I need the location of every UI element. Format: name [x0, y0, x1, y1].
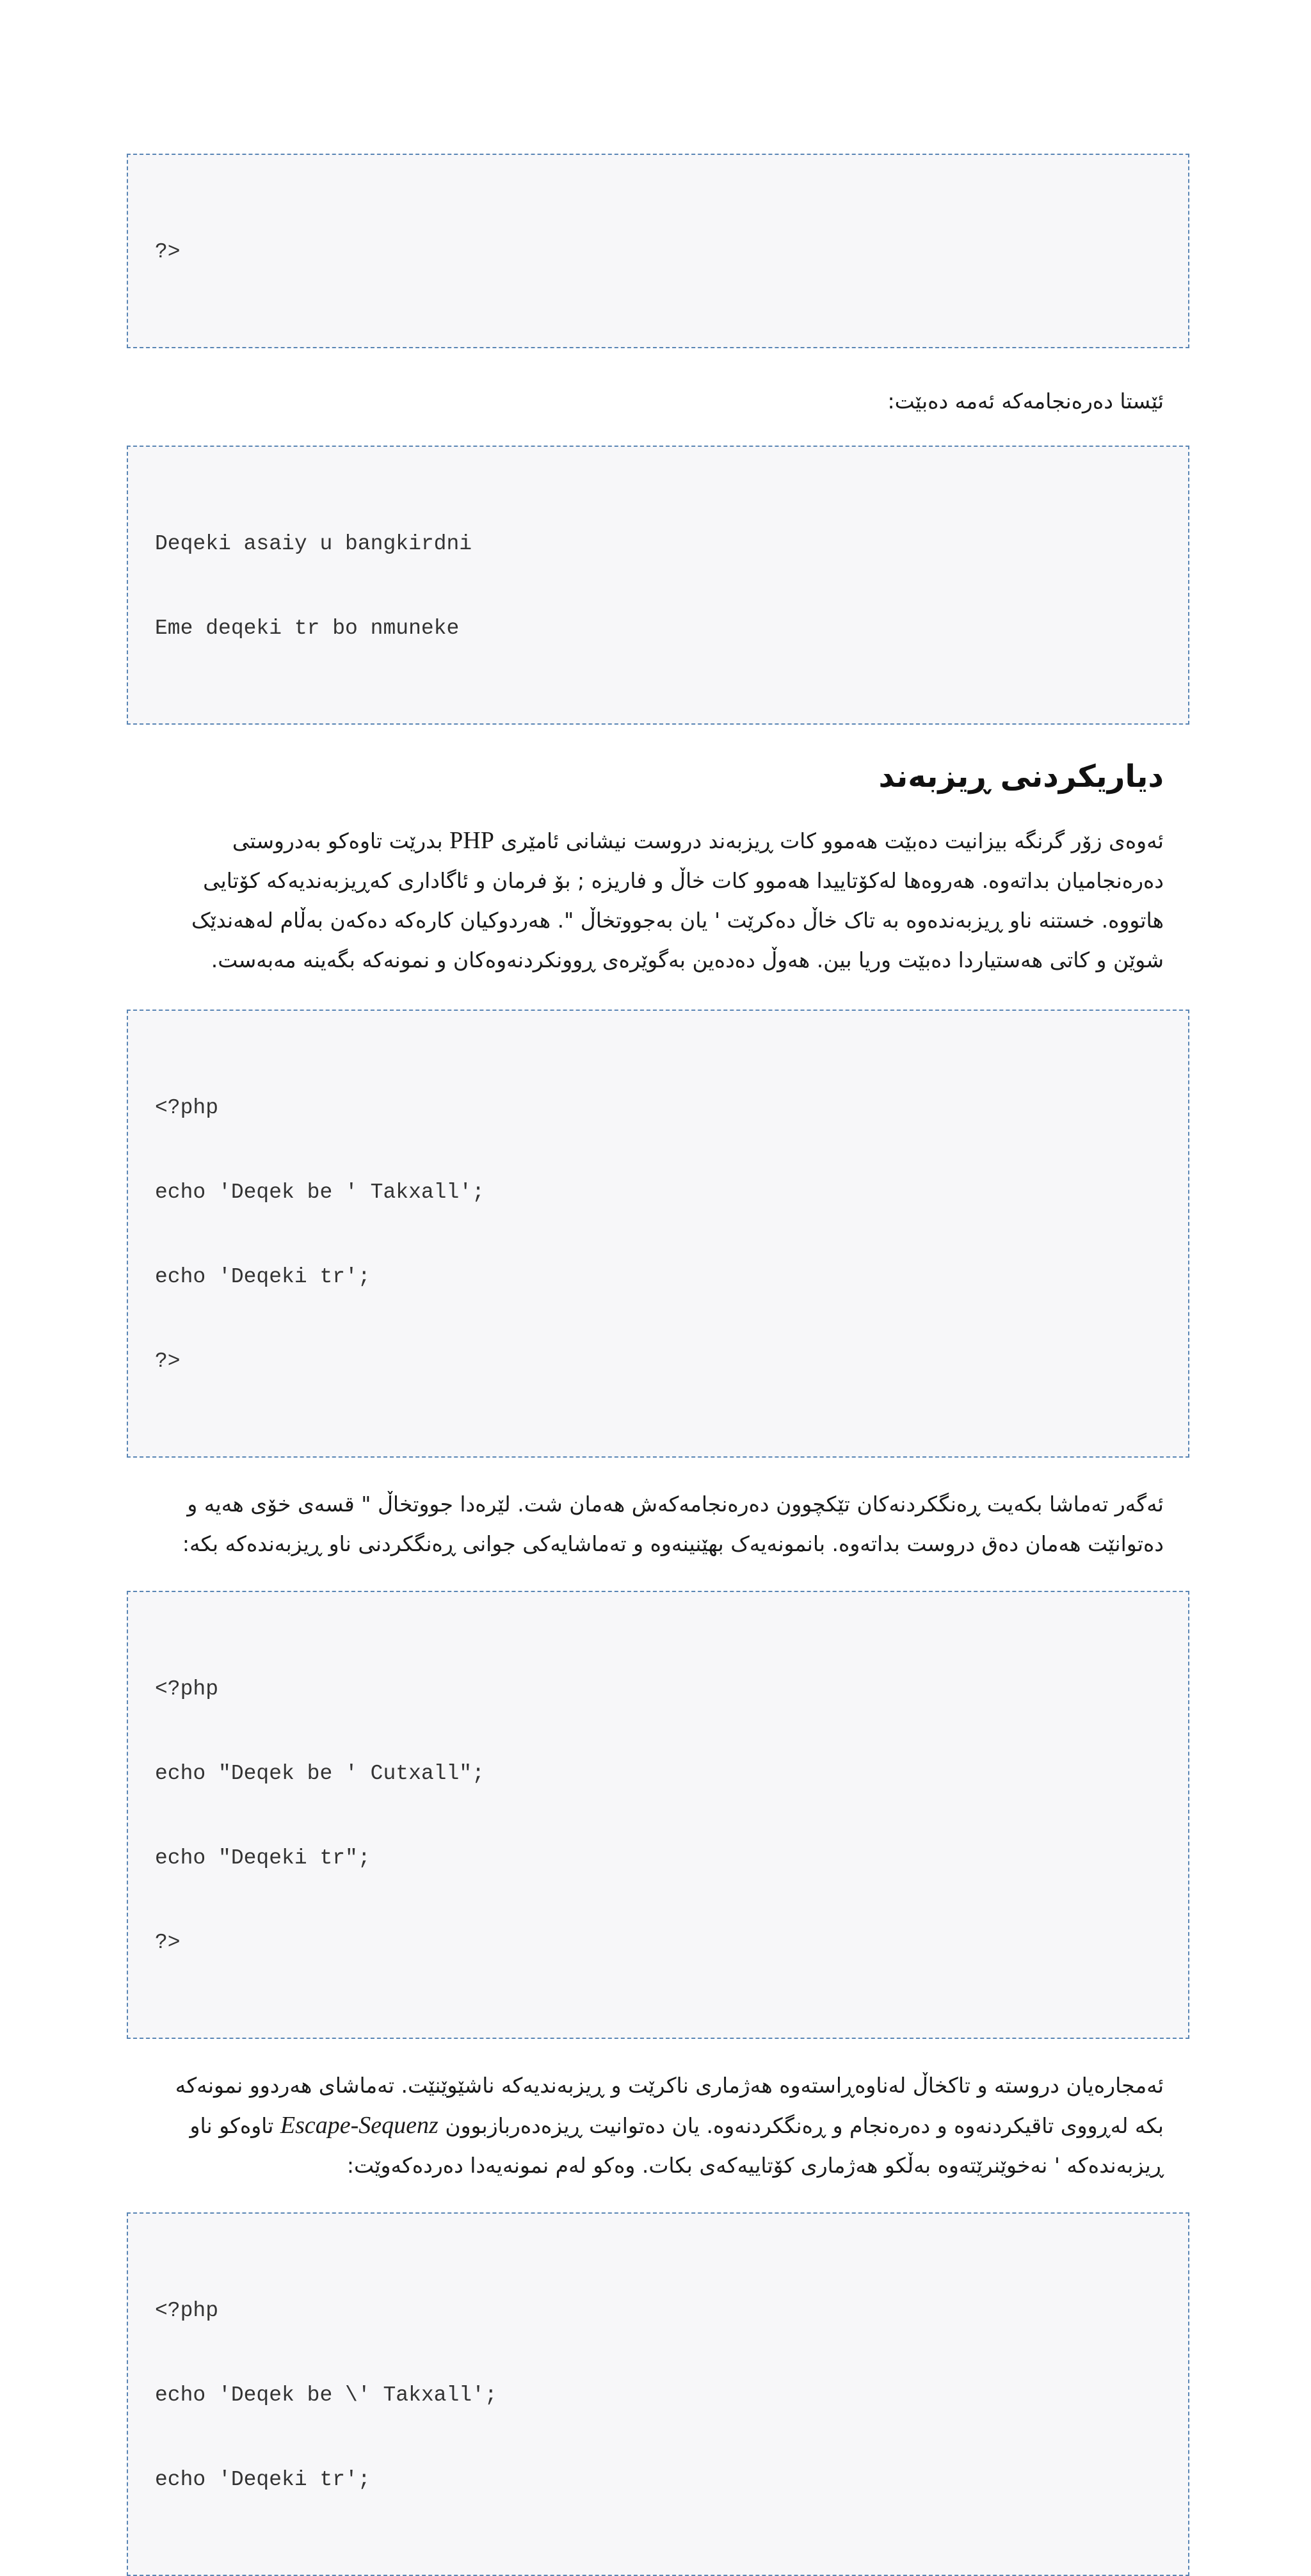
code-line: <?php — [155, 1096, 219, 1120]
code-line: echo 'Deqek be \' Takxall'; — [155, 2383, 497, 2407]
code-block-2 — [127, 446, 1189, 725]
code-block-1 — [127, 154, 1189, 348]
code-line: <?php — [155, 2299, 219, 2322]
code-line: <?php — [155, 1677, 219, 1701]
paragraph-text: ئێستا دەرەنجامەکە ئەمە دەبێت: — [887, 389, 1164, 414]
paragraph-double-quote — [127, 1485, 1189, 1564]
code-line: echo "Deqeki tr"; — [155, 1846, 371, 1870]
code-line: echo 'Deqeki tr'; — [155, 1265, 371, 1289]
paragraph-result-intro — [127, 382, 1189, 421]
code-line: ?> — [155, 1931, 181, 1954]
php-term: PHP — [449, 827, 494, 854]
code-line: ?> — [155, 1349, 181, 1373]
code-line: echo 'Deqek be ' Takxall'; — [155, 1180, 485, 1204]
code-line: echo "Deqek be ' Cutxall"; — [155, 1762, 485, 1785]
section-heading: دیاریکردنی ڕیزبەند — [878, 759, 1164, 794]
paragraph-text: ئەگەر تەماشا بکەیت ڕەنگکردنەکان تێکچوون دەرەنجامەکەش هەمان شت. لێرەدا جووتخاڵ " قسەی خۆی هەیە و دەتوانێت هەمان دەق دروست بداتەوە. بانمونەیەک بهێنینەوە و تەماشایەکی جوانی ڕەنگکردنی ناو ڕیزبەندەکە بکە: — [182, 1492, 1164, 1556]
code-block-4 — [127, 1591, 1189, 2039]
escape-sequenz-term: Escape-Sequenz — [280, 2112, 438, 2139]
paragraph-text: ئەمجارەیان دروستە و تاکخاڵ لەناوەڕاستەوە هەژماری ناکرێت و ڕیزبەندیەکە ناشێوێنێت. تەماشای هەردوو نمونەکە بکە لەڕووی تاقیکردنەوە و دەرەنجام و ڕەنگکردنەوە. یان دەتوانیت ڕیزەدەربازبوون — [175, 2073, 1164, 2138]
code-block-3 — [127, 1010, 1189, 1458]
code-block-5 — [127, 2212, 1189, 2576]
paragraph-text: تاوەکو ناو ڕیزبەندەکە ' نەخوێنرێتەوە بەڵکو هەژماری کۆتاییەکەی بکات. وەکو لەم نمونەیەدا دەردەکەوێت: — [189, 2113, 1164, 2178]
paragraph-escape-sequence — [127, 2066, 1189, 2186]
code-line: ?> — [155, 240, 181, 264]
paragraph-string-definition — [127, 821, 1189, 980]
paragraph-text: بدرێت تاوەکو بەدروستی دەرەنجامیان بداتەوە. هەروەها لەکۆتاییدا هەموو کات خاڵ و فاریزە ; بۆ فرمان و ئاگاداری کەڕیزبەندیەکە کۆتایی هاتووە. خستنە ناو ڕیزبەندەوە بە تاک خاڵ دەکرێت ' یان بەجووتخاڵ ". هەردوکیان کارەکە دەکەن بەڵام لەهەندێک شوێن و کاتی هەستیاردا دەبێت وریا بین. هەوڵ دەدەین بەگوێرەی ڕوونکردنەوەکان و نمونەکە بگەینە مەبەست. — [191, 828, 1164, 972]
code-line: Eme deqeki tr bo nmuneke — [155, 616, 460, 640]
code-line: Deqeki asaiy u bangkirdni — [155, 532, 472, 556]
code-line: echo 'Deqeki tr'; — [155, 2468, 371, 2491]
paragraph-text: ئەوەی زۆر گرنگە بیزانیت دەبێت هەموو کات ڕیزبەند دروست نیشانی ئامێری — [501, 828, 1164, 853]
document-page — [127, 154, 1189, 2576]
